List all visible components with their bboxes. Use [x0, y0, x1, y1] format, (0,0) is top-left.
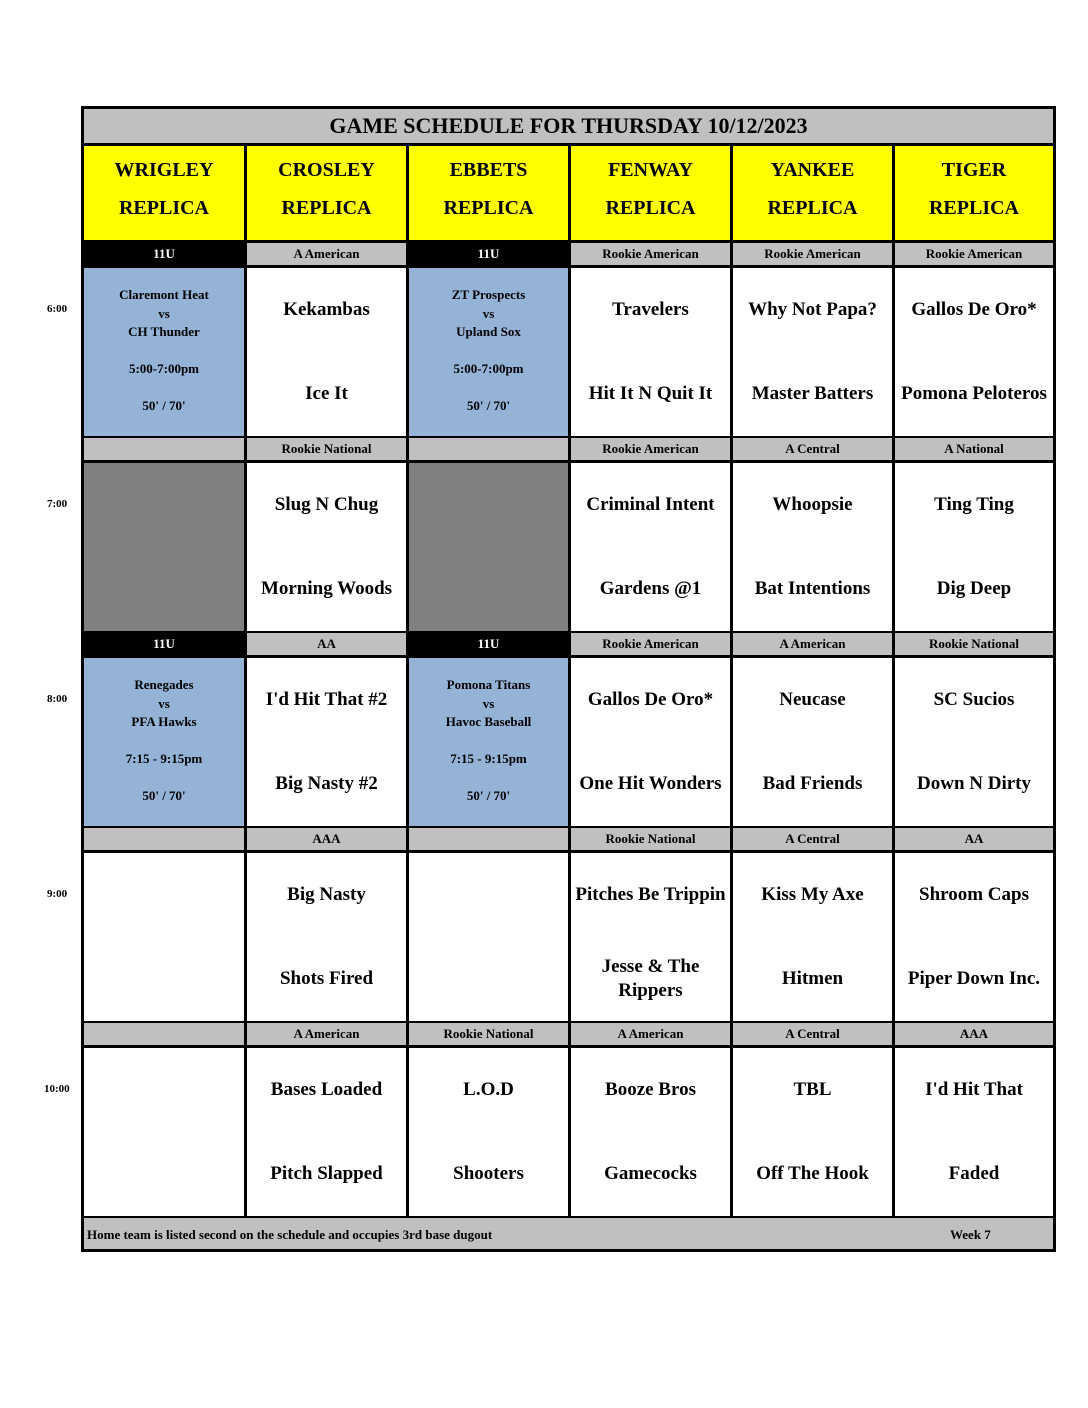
division-label: A American: [247, 1023, 406, 1045]
game-cell[interactable]: [409, 1048, 568, 1216]
away-team: I'd Hit That: [925, 1079, 1023, 1100]
field-subtitle: REPLICA: [605, 197, 696, 219]
game-hours: 7:15 - 9:15pm: [125, 751, 203, 766]
away-team: Gallos De Oro*: [911, 299, 1037, 320]
division-label: 11U: [409, 243, 568, 265]
versus-label: vs: [482, 306, 495, 321]
game-cell[interactable]: [733, 658, 892, 826]
division-label: AAA: [895, 1023, 1053, 1045]
division-label: [84, 438, 244, 460]
home-team: Gamecocks: [604, 1163, 697, 1184]
field-name: CROSLEY: [278, 159, 375, 181]
field-distance: 50' / 70': [142, 788, 186, 803]
time-label: 10:00: [44, 1083, 70, 1095]
away-team: Bases Loaded: [270, 1079, 383, 1100]
game-cell[interactable]: [247, 658, 406, 826]
away-team: Claremont Heat: [119, 287, 209, 302]
field-name: YANKEE: [770, 159, 855, 181]
division-label: Rookie National: [409, 1023, 568, 1045]
game-cell[interactable]: [895, 853, 1053, 1021]
away-team: TBL: [793, 1079, 832, 1100]
division-label: AA: [247, 633, 406, 655]
reserved-game-cell[interactable]: [409, 658, 568, 826]
field-header: [247, 146, 406, 240]
game-cell[interactable]: [247, 853, 406, 1021]
field-distance: 50' / 70': [466, 398, 511, 413]
home-team: Shots Fired: [279, 968, 374, 989]
home-team: Faded: [948, 1163, 1000, 1184]
away-team: Big Nasty: [287, 884, 366, 905]
away-team: ZT Prospects: [451, 287, 526, 302]
division-label: Rookie National: [247, 438, 406, 460]
game-cell[interactable]: [247, 1048, 406, 1216]
division-label: A National: [895, 438, 1053, 460]
footer-note: Home team is listed second on the schedule and occupies 3rd base dugout: [87, 1227, 493, 1242]
time-label: 9:00: [47, 888, 68, 900]
away-team: Kiss My Axe: [761, 884, 864, 905]
schedule-table: [81, 106, 1056, 1252]
game-cell[interactable]: [733, 1048, 892, 1216]
game-hours: 7:15 - 9:15pm: [450, 751, 527, 766]
field-header: [733, 146, 892, 240]
away-team: Why Not Papa?: [748, 299, 877, 320]
field-subtitle: REPLICA: [767, 197, 858, 219]
home-team: Big Nasty #2: [275, 773, 378, 794]
blocked-cell: [84, 463, 244, 631]
away-team: Travelers: [612, 299, 689, 320]
home-team: Upland Sox: [456, 324, 521, 339]
division-label: AAA: [247, 828, 406, 850]
home-team: Bat Intentions: [754, 578, 871, 599]
time-label: 6:00: [47, 303, 68, 315]
field-name: EBBETS: [449, 159, 528, 181]
field-distance: 50' / 70': [142, 398, 186, 413]
away-team: Pitches Be Trippin: [575, 884, 726, 905]
away-team: SC Sucios: [933, 689, 1015, 710]
game-cell[interactable]: [895, 1048, 1053, 1216]
field-header: [895, 146, 1053, 240]
away-team: Kekambas: [283, 299, 370, 320]
field-subtitle: REPLICA: [118, 197, 209, 219]
home-team: Hitmen: [781, 968, 844, 989]
division-label: A American: [733, 633, 892, 655]
field-name: WRIGLEY: [114, 159, 214, 181]
blocked-cell: [409, 463, 568, 631]
away-team: Whoopsie: [772, 494, 853, 515]
away-team: Ting Ting: [934, 494, 1014, 515]
game-cell[interactable]: [571, 463, 730, 631]
field-subtitle: REPLICA: [281, 197, 372, 219]
away-team: Criminal Intent: [586, 494, 715, 515]
home-team: Master Batters: [751, 383, 874, 404]
field-header: [84, 146, 244, 240]
division-label: Rookie American: [571, 438, 730, 460]
away-team: I'd Hit That #2: [265, 689, 388, 710]
reserved-game-cell[interactable]: [84, 268, 244, 436]
empty-cell: [409, 853, 568, 1021]
versus-label: vs: [158, 306, 170, 321]
home-team: Down N Dirty: [917, 773, 1031, 794]
versus-label: vs: [482, 696, 495, 711]
division-label: A Central: [733, 828, 892, 850]
game-cell[interactable]: [895, 268, 1053, 436]
division-label: [84, 1023, 244, 1045]
game-cell[interactable]: [571, 853, 730, 1021]
away-team: Slug N Chug: [274, 494, 379, 515]
away-team: Shroom Caps: [919, 884, 1029, 905]
away-team: Renegades: [134, 677, 194, 692]
division-label: Rookie American: [571, 633, 730, 655]
game-cell[interactable]: [247, 463, 406, 631]
division-label: Rookie National: [571, 828, 730, 850]
empty-cell: [84, 853, 244, 1021]
home-team: Havoc Baseball: [445, 714, 532, 729]
home-team: Morning Woods: [260, 578, 393, 599]
home-team: Pitch Slapped: [270, 1163, 383, 1184]
home-team: Jesse & The Rippers: [601, 956, 700, 1001]
game-cell[interactable]: [733, 463, 892, 631]
home-team: Ice It: [305, 383, 348, 404]
division-label: Rookie American: [733, 243, 892, 265]
away-team: Pomona Titans: [446, 677, 531, 692]
division-label: A American: [247, 243, 406, 265]
game-cell[interactable]: [571, 268, 730, 436]
field-header: [571, 146, 730, 240]
division-label: [409, 828, 568, 850]
game-cell[interactable]: [733, 268, 892, 436]
time-label: 8:00: [47, 693, 68, 705]
away-team: Neucase: [779, 689, 846, 710]
field-subtitle: REPLICA: [928, 197, 1019, 219]
game-cell[interactable]: [571, 658, 730, 826]
field-subtitle: REPLICA: [443, 197, 534, 219]
field-name: FENWAY: [608, 159, 693, 181]
footer: [84, 1218, 1053, 1249]
home-team: CH Thunder: [128, 324, 200, 339]
away-team: Booze Bros: [605, 1079, 696, 1100]
division-label: AA: [895, 828, 1053, 850]
game-cell[interactable]: [895, 658, 1053, 826]
home-team: Pomona Peloteros: [901, 383, 1047, 404]
home-team: Piper Down Inc.: [907, 968, 1041, 989]
home-team: Shooters: [453, 1163, 524, 1184]
field-header: [409, 146, 568, 240]
versus-label: vs: [158, 696, 170, 711]
away-team: L.O.D: [463, 1079, 514, 1100]
division-label: [409, 438, 568, 460]
division-label: 11U: [84, 633, 244, 655]
time-label: 7:00: [47, 498, 68, 510]
division-label: A American: [571, 1023, 730, 1045]
division-label: Rookie American: [895, 243, 1053, 265]
home-team: PFA Hawks: [131, 714, 197, 729]
away-team: Gallos De Oro*: [587, 689, 714, 710]
division-label: 11U: [409, 633, 568, 655]
division-label: Rookie National: [895, 633, 1053, 655]
game-cell[interactable]: [733, 853, 892, 1021]
empty-cell: [84, 1048, 244, 1216]
home-team: Hit It N Quit It: [588, 383, 713, 404]
field-name: TIGER: [941, 159, 1007, 181]
home-team: Gardens @1: [599, 578, 702, 599]
division-label: 11U: [84, 243, 244, 265]
game-hours: 5:00-7:00pm: [128, 361, 200, 376]
game-hours: 5:00-7:00pm: [453, 361, 524, 376]
game-cell[interactable]: [895, 463, 1053, 631]
home-team: Bad Friends: [762, 773, 863, 794]
game-cell[interactable]: [247, 268, 406, 436]
home-team: Off The Hook: [756, 1163, 869, 1184]
reserved-game-cell[interactable]: [84, 658, 244, 826]
home-team: Dig Deep: [936, 578, 1012, 599]
reserved-game-cell[interactable]: [409, 268, 568, 436]
division-label: Rookie American: [571, 243, 730, 265]
field-distance: 50' / 70': [466, 788, 511, 803]
division-label: A Central: [733, 1023, 892, 1045]
game-cell[interactable]: [571, 1048, 730, 1216]
week-label: Week 7: [950, 1227, 991, 1242]
division-label: A Central: [733, 438, 892, 460]
home-team: One Hit Wonders: [579, 773, 722, 794]
page-title: GAME SCHEDULE FOR THURSDAY 10/12/2023: [84, 109, 1053, 143]
division-label: [84, 828, 244, 850]
